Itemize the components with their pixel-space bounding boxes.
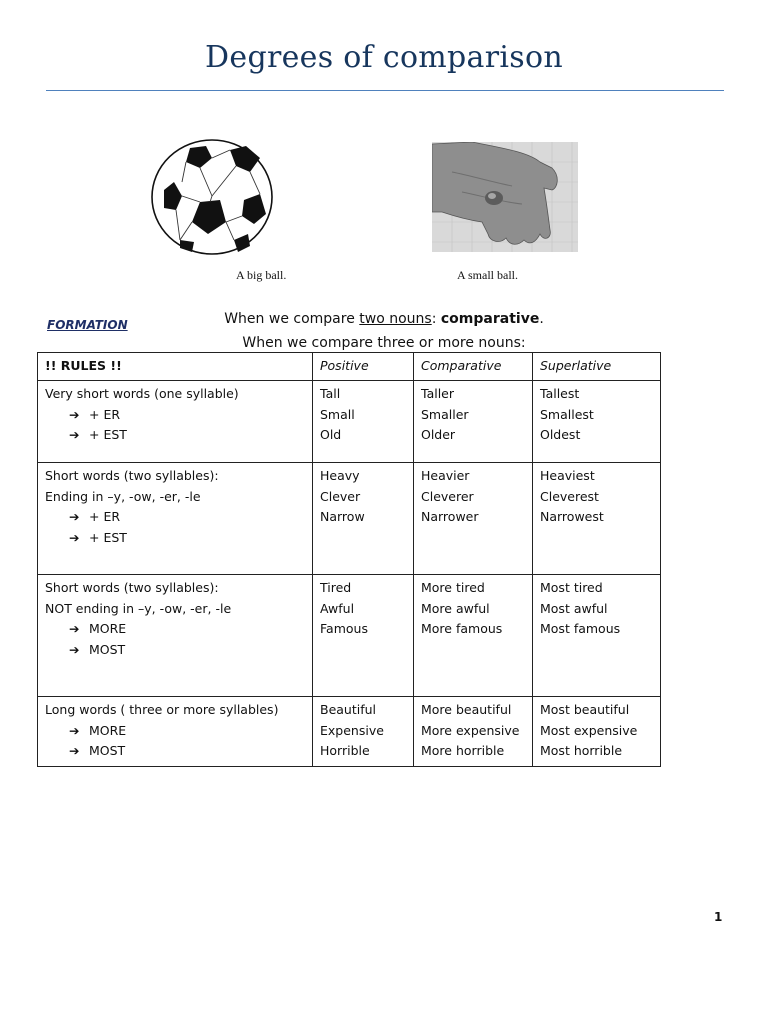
superlative-word: Oldest [540,427,581,442]
right-arrow-icon: ➔ [69,621,80,636]
comparative-word: More awful [421,600,490,616]
rule-cell [38,575,313,697]
rule-cell [38,697,313,767]
positive-word: Narrow [320,509,365,524]
soccer-ball-image [150,138,274,256]
comparative-word: Older [421,427,456,442]
comparative-word: More beautiful [421,702,512,717]
rule-step [45,425,305,446]
right-arrow-icon: ➔ [69,509,80,524]
superlative-word: Smallest [540,406,594,422]
positive-word: Heavy [320,468,360,483]
superlative-word: Most awful [540,600,608,616]
rule-step-label: MORE [89,621,127,636]
right-arrow-icon: ➔ [69,743,80,758]
rule-step [45,619,305,640]
hand-with-small-ball-image [432,142,578,252]
caption-small-ball: A small ball. [457,268,518,282]
rule-text: Very short words (one syllable) [45,386,239,401]
rule-step [45,741,305,762]
rule-text: Short words (two syllables): [45,580,219,595]
rule-step-label: + ER [89,406,121,422]
header-rules: !! RULES !! [38,353,313,381]
superlative-word: Heaviest [540,468,595,483]
table-body [38,353,661,767]
header-positive: Positive [313,353,414,381]
comparative-cell [414,575,533,697]
right-arrow-icon: ➔ [69,722,80,738]
rule-step [45,507,305,528]
table-row [38,575,661,697]
superlative-word: Most tired [540,580,603,595]
header-comparative: Comparative [414,353,533,381]
comparative-word: More horrible [421,743,505,758]
superlative-cell [533,697,661,767]
comparative-word: More famous [421,621,503,636]
intro-period: . [539,311,544,327]
rule-text: NOT ending in –y, -ow, -er, -le [45,600,232,616]
comparison-rules-table [37,352,661,767]
rule-step-label: MOST [89,743,126,758]
positive-word: Famous [320,621,368,636]
comparative-cell [414,697,533,767]
superlative-word: Most horrible [540,743,623,758]
superlative-word: Most expensive [540,722,638,738]
rule-step [45,528,305,549]
positive-word: Horrible [320,743,370,758]
comparative-cell [414,463,533,575]
superlative-word: Most beautiful [540,702,630,717]
positive-word: Expensive [320,722,384,738]
comparative-cell [414,381,533,463]
superlative-cell [533,381,661,463]
superlative-cell [533,463,661,575]
intro-text: When we compare [224,311,360,327]
rule-step [45,721,305,742]
header-superlative: Superlative [533,353,661,381]
intro-colon: : [431,311,441,327]
table-header-row [38,353,661,381]
page-number: 1 [714,910,723,924]
comparative-word: Smaller [421,406,469,422]
rule-step [45,405,305,426]
right-arrow-icon: ➔ [69,641,80,657]
rule-step-label: MOST [89,641,126,657]
superlative-word: Cleverest [540,488,599,504]
right-arrow-icon: ➔ [69,529,80,545]
comparative-word: More tired [421,580,485,595]
right-arrow-icon: ➔ [69,406,80,422]
intro-two-nouns: two nouns [359,311,432,327]
rule-step [45,640,305,661]
intro-line-comparative [0,311,768,327]
positive-word: Tired [320,580,352,595]
comparative-word: Narrower [421,509,479,524]
rule-step-label: + EST [89,529,127,545]
rule-step-label: MORE [89,722,127,738]
intro-comparative: comparative [440,311,540,327]
positive-word: Clever [320,488,361,504]
rule-cell [38,463,313,575]
positive-word: Tall [320,386,341,401]
rule-text: Long words ( three or more syllables) [45,702,279,717]
superlative-cell [533,575,661,697]
superlative-word: Tallest [540,386,580,401]
positive-cell [313,575,414,697]
page-title: Degrees of comparison [205,40,563,75]
positive-word: Small [320,406,355,422]
positive-word: Beautiful [320,702,377,717]
caption-big-ball: A big ball. [236,268,287,282]
positive-word: Awful [320,600,355,616]
intro-line-superlative: When we compare three or more nouns: [242,335,526,351]
rule-text: Short words (two syllables): [45,468,219,483]
positive-cell [313,381,414,463]
comparative-word: More expensive [421,722,520,738]
rule-cell [38,381,313,463]
comparative-word: Heavier [421,468,470,483]
table-row [38,697,661,767]
right-arrow-icon: ➔ [69,427,80,442]
title-underline [46,90,724,91]
superlative-word: Narrowest [540,509,604,524]
comparative-word: Taller [421,386,455,401]
comparative-word: Cleverer [421,488,474,504]
rule-step-label: + ER [89,509,121,524]
positive-cell [313,697,414,767]
rule-text: Ending in –y, -ow, -er, -le [45,488,201,504]
table-row [38,381,661,463]
formation-heading: FORMATION [47,318,128,332]
rule-step-label: + EST [89,427,127,442]
table-row [38,463,661,575]
positive-word: Old [320,427,342,442]
superlative-word: Most famous [540,621,621,636]
positive-cell [313,463,414,575]
